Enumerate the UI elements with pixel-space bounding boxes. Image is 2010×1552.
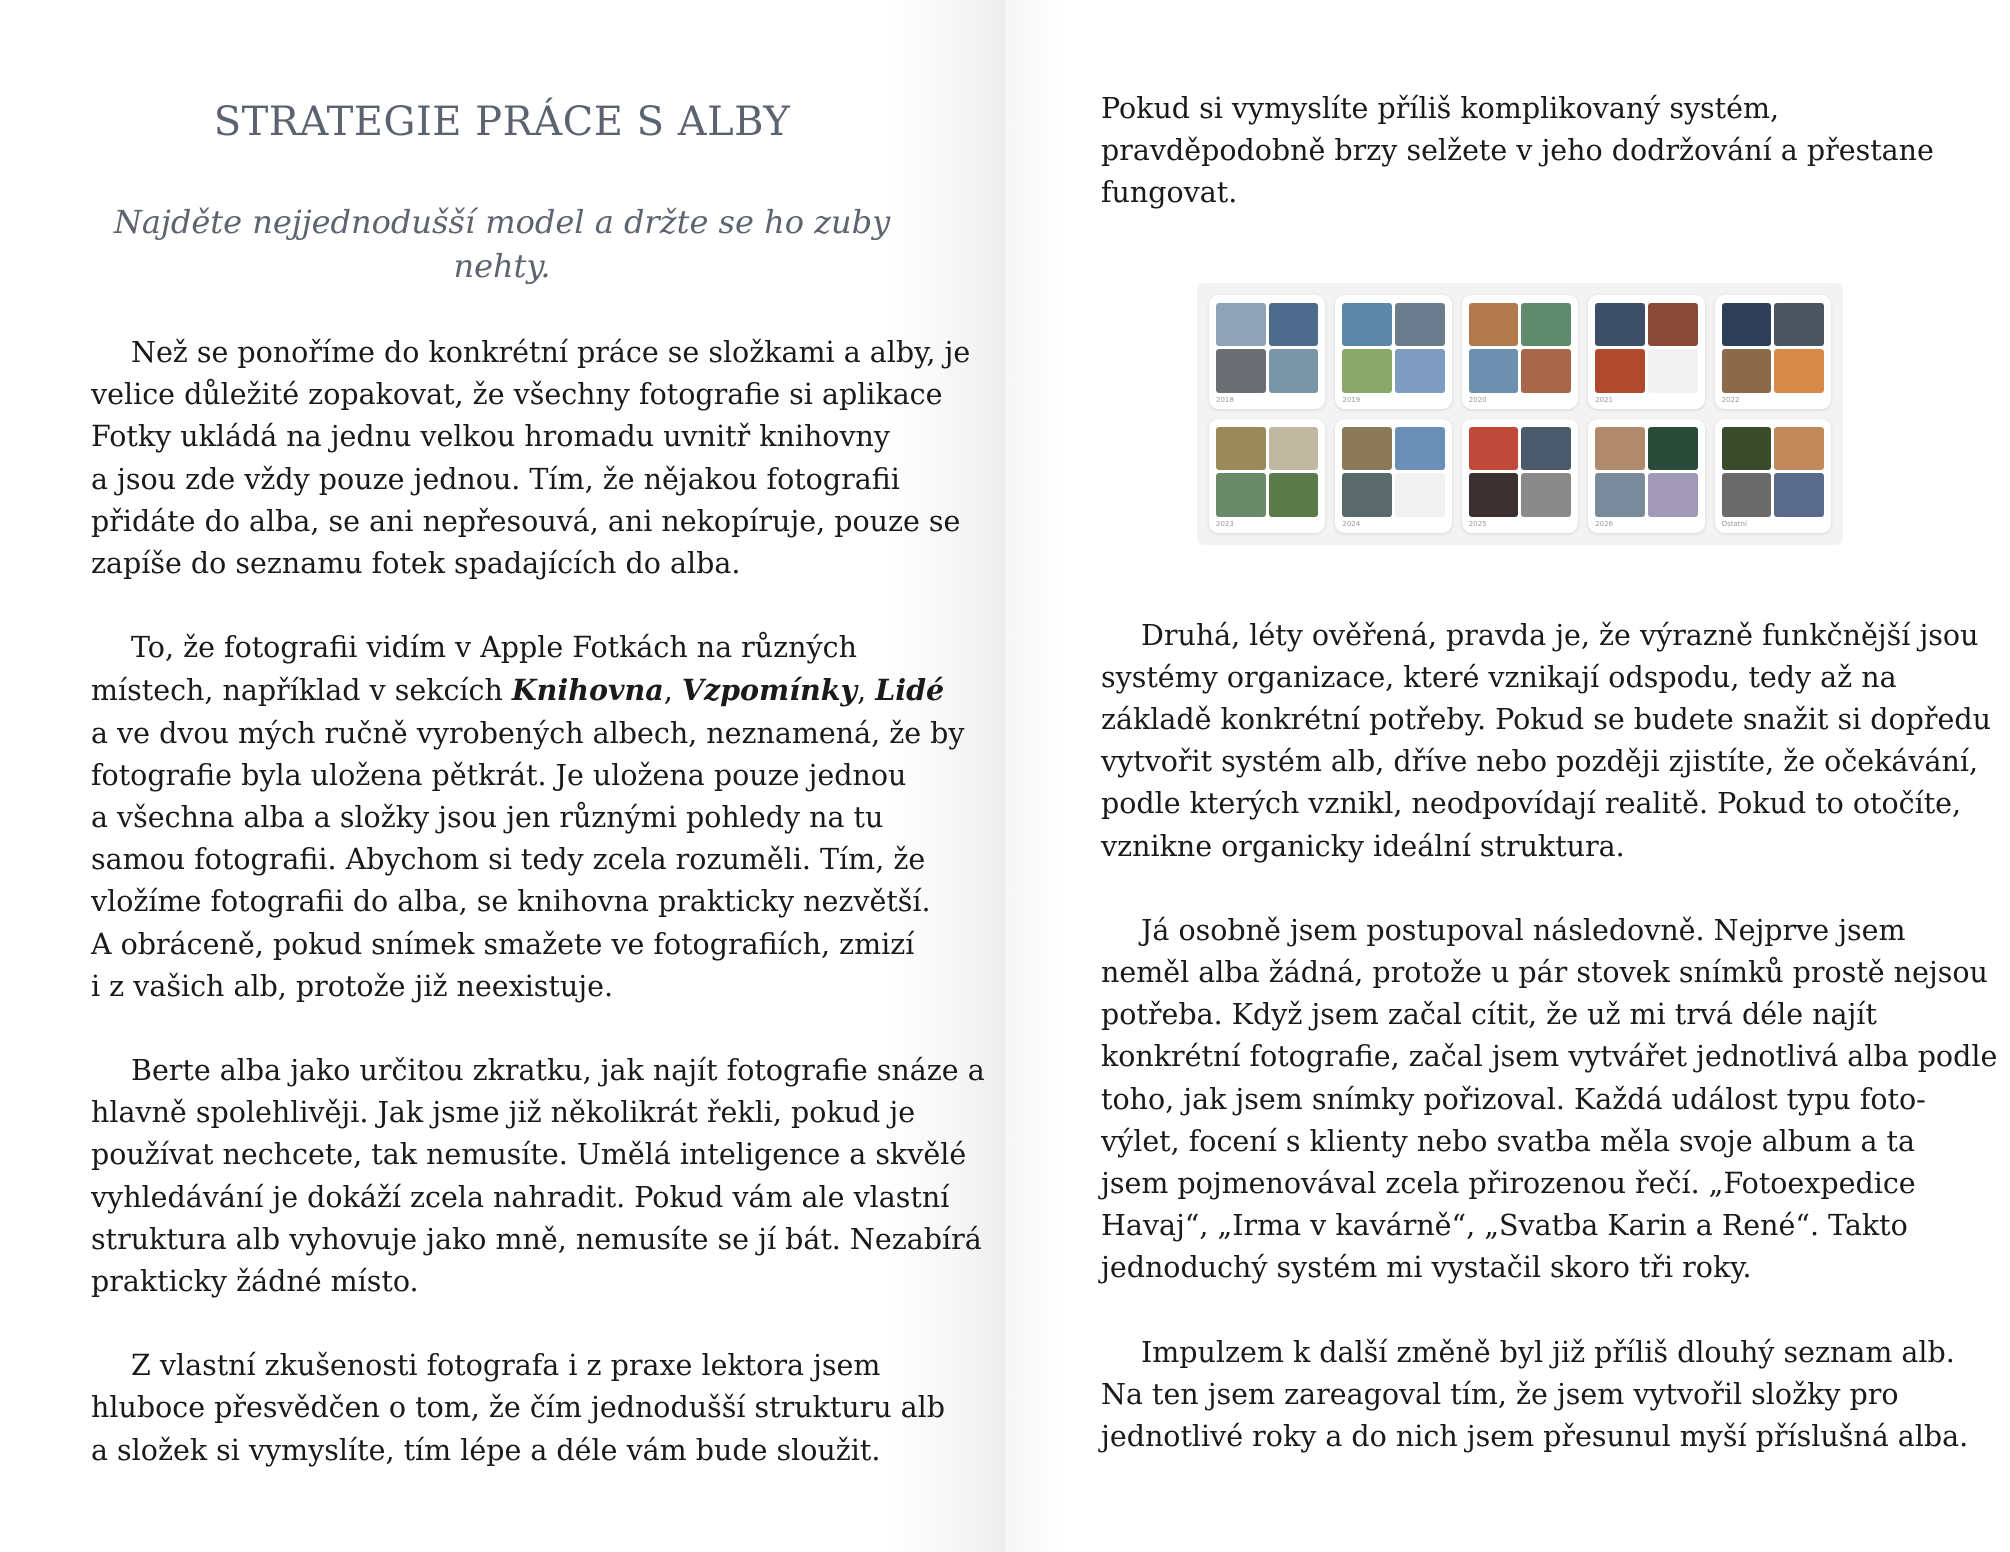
album-folder-thumbnail [1209, 419, 1325, 533]
folder-photo-grid [1595, 427, 1697, 517]
photo-thumbnail [1521, 473, 1571, 517]
text-fragment: místech, například v sekcích [91, 674, 512, 708]
text-line: systémy organizace, které vznikají odspodu, tedy až na [1101, 660, 1897, 694]
text-line: jsem pojmenovával zcela přirozenou řečí. „Fotoexpedice [1101, 1167, 1916, 1201]
folder-label: 2018 [1216, 395, 1234, 404]
photo-thumbnail [1648, 473, 1698, 517]
folder-label: 2019 [1342, 395, 1361, 404]
text-line [91, 669, 945, 712]
text-line: Na ten jsem zareagoval tím, že jsem vytvořil složky pro [1101, 1377, 1899, 1411]
photo-thumbnail [1722, 349, 1772, 393]
paragraph-7 [1101, 1332, 1969, 1459]
folder-photo-grid [1469, 427, 1571, 517]
photo-thumbnail [1395, 473, 1445, 517]
paragraph-5 [1101, 615, 1991, 868]
photo-thumbnail [1521, 427, 1571, 471]
photo-thumbnail [1342, 427, 1392, 471]
photo-thumbnail [1216, 303, 1266, 347]
paragraph-2 [91, 627, 965, 1008]
photo-thumbnail [1648, 303, 1698, 347]
photo-thumbnail [1395, 303, 1445, 347]
photo-thumbnail [1469, 473, 1519, 517]
chapter-title: STRATEGIE PRÁCE S ALBY [213, 99, 791, 145]
folder-label: 2020 [1468, 395, 1487, 404]
folder-photo-grid [1722, 427, 1824, 517]
album-folder-thumbnail [1462, 295, 1578, 409]
photo-thumbnail [1269, 473, 1319, 517]
photo-thumbnail [1722, 473, 1772, 517]
photo-thumbnail [1722, 427, 1772, 471]
album-folder-thumbnail [1588, 419, 1704, 533]
text-line: samou fotografii. Abychom si tedy zcela rozuměli. Tím, že [91, 843, 926, 877]
photo-thumbnail [1648, 427, 1698, 471]
text-fragment: , [663, 674, 682, 708]
text-line: jednotlivé roky a do nich jsem přesunul myší příslušná alba. [1101, 1420, 1969, 1454]
album-folder-thumbnail [1588, 295, 1704, 409]
text-line: Z vlastní zkušenosti fotografa i z praxe lektora jsem [131, 1349, 881, 1383]
folder-photo-grid [1722, 303, 1824, 393]
text-line: a složek si vymyslíte, tím lépe a déle vám bude sloužit. [91, 1433, 881, 1467]
paragraph-4 [91, 1345, 946, 1472]
text-line: fotografie byla uložena pětkrát. Je uložena pouze jednou [91, 758, 907, 792]
photo-thumbnail [1774, 473, 1824, 517]
photo-thumbnail [1469, 303, 1519, 347]
folder-label: 2022 [1721, 395, 1740, 404]
text-line: základě konkrétní potřeby. Pokud se budete snažit si dopředu [1101, 703, 1991, 737]
photo-thumbnail [1521, 303, 1571, 347]
album-folder-thumbnail [1462, 419, 1578, 533]
paragraph-1 [91, 332, 971, 585]
text-line: a jsou zde vždy pouze jednou. Tím, že nějakou fotografii [91, 462, 900, 496]
photo-thumbnail [1774, 427, 1824, 471]
text-line: vložíme fotografii do alba, se knihovna prakticky nezvětší. [91, 885, 931, 919]
text-line: jednoduchý systém mi vystačil skoro tři roky. [1101, 1251, 1752, 1285]
emphasis-knihovna: Knihovna [511, 673, 664, 708]
photo-thumbnail [1216, 427, 1266, 471]
photo-thumbnail [1595, 473, 1645, 517]
photo-thumbnail [1269, 427, 1319, 471]
folder-label: 2023 [1216, 519, 1234, 528]
text-line: vytvořit systém alb, dříve nebo později zjistíte, že očekávání, [1101, 745, 1979, 779]
paragraph-continued [1101, 88, 1940, 215]
paragraph-3 [91, 1050, 985, 1303]
photo-thumbnail [1774, 349, 1824, 393]
photo-thumbnail [1521, 349, 1571, 393]
photo-thumbnail [1342, 303, 1392, 347]
folder-photo-grid [1469, 303, 1571, 393]
photo-thumbnail [1595, 349, 1645, 393]
folder-label: Ostatní [1721, 519, 1747, 528]
photo-thumbnail [1469, 349, 1519, 393]
text-line: potřeba. Když jsem začal cítit, že už mi trvá déle najít [1101, 998, 1877, 1032]
folder-photo-grid [1216, 427, 1318, 517]
text-line: a všechna alba a složky jsou jen různými pohledy na tu [91, 801, 884, 835]
folder-label: 2021 [1595, 395, 1614, 404]
text-line: přidáte do alba, se ani nepřesouvá, ani nekopíruje, pouze se [91, 504, 961, 538]
photo-thumbnail [1216, 349, 1266, 393]
text-line: hlavně spolehlivěji. Jak jsme již několikrát řekli, pokud je [91, 1096, 916, 1130]
chapter-subtitle: Najděte nejjednodušší model a držte se ho zuby nehty. [113, 203, 891, 285]
photo-thumbnail [1774, 303, 1824, 347]
photo-thumbnail [1722, 303, 1772, 347]
emphasis-lide: Lidé [875, 673, 945, 708]
text-line: používat nechcete, tak nemusíte. Umělá inteligence a skvělé [91, 1138, 967, 1172]
text-line: Fotky ukládá na jednu velkou hromadu uvnitř knihovny [91, 420, 891, 454]
album-folder-thumbnail [1209, 295, 1325, 409]
folder-photo-grid [1216, 303, 1318, 393]
text-line: Já osobně jsem postupoval následovně. Nejprve jsem [1141, 913, 1906, 947]
text-line: toho, jak jsem snímky pořizoval. Každá událost typu foto- [1101, 1082, 1926, 1116]
text-line: podle kterých vznikl, neodpovídají realitě. Pokud to otočíte, [1101, 787, 1962, 821]
text-line: výlet, focení s klienty nebo svatba měla svoje album a ta [1101, 1124, 1915, 1158]
text-line: struktura alb vyhovuje jako mně, nemusíte se jí bát. Nezabírá [91, 1222, 982, 1256]
folder-photo-grid [1595, 303, 1697, 393]
folder-label: 2024 [1342, 519, 1361, 528]
text-line: konkrétní fotografie, začal jsem vytvářet jednotlivá alba podle [1101, 1040, 1998, 1074]
text-line: A obráceně, pokud snímek smažete ve fotografiích, zmizí [91, 927, 915, 961]
photo-thumbnail [1595, 427, 1645, 471]
text-line: zapíše do seznamu fotek spadajících do alba. [91, 547, 741, 581]
photo-thumbnail [1395, 427, 1445, 471]
paragraph-6 [1101, 910, 1998, 1290]
photo-thumbnail [1269, 349, 1319, 393]
album-folder-thumbnail [1335, 419, 1451, 533]
text-line: Berte alba jako určitou zkratku, jak najít fotografie snáze a [131, 1054, 985, 1088]
text-fragment: , [857, 674, 876, 708]
albums-by-year-figure [1197, 283, 1843, 545]
text-line: Havaj“, „Irma v kavárně“, „Svatba Karin a René“. Takto [1101, 1209, 1908, 1243]
text-line: vyhledávání je dokáží zcela nahradit. Pokud vám ale vlastní [91, 1180, 950, 1214]
text-line: prakticky žádné místo. [91, 1265, 419, 1299]
text-line: pravděpodobně brzy selžete v jeho dodržování a přestane [1101, 134, 1934, 168]
text-line: Než se ponoříme do konkrétní práce se složkami a alby, je [131, 336, 971, 369]
photo-thumbnail [1216, 473, 1266, 517]
folder-photo-grid [1342, 303, 1444, 393]
emphasis-vzpominky: Vzpomínky [681, 673, 858, 708]
photo-thumbnail [1395, 349, 1445, 393]
text-line: velice důležité zopakovat, že všechny fotografie si aplikace [91, 378, 943, 412]
text-line: neměl alba žádná, protože u pár stovek snímků prostě nejsou [1101, 956, 1988, 990]
album-folder-thumbnail [1715, 419, 1831, 533]
photo-thumbnail [1648, 349, 1698, 393]
photo-thumbnail [1595, 303, 1645, 347]
text-line: a ve dvou mých ručně vyrobených albech, neznamená, že by [91, 716, 965, 750]
text-line: To, že fotografii vidím v Apple Fotkách na různých [131, 631, 857, 665]
right-page [1005, 0, 2010, 1552]
text-line: Pokud si vymyslíte příliš komplikovaný systém, [1101, 92, 1780, 125]
text-line: i z vašich alb, protože již neexistuje. [91, 969, 614, 1003]
text-line: vznikne organicky ideální struktura. [1101, 829, 1625, 863]
text-line: Druhá, léty ověřená, pravda je, že výrazně funkčnější jsou [1141, 618, 1979, 652]
folder-photo-grid [1342, 427, 1444, 517]
photo-thumbnail [1342, 349, 1392, 393]
photo-thumbnail [1269, 303, 1319, 347]
photo-thumbnail [1469, 427, 1519, 471]
photo-thumbnail [1342, 473, 1392, 517]
text-line: fungovat. [1101, 176, 1238, 210]
album-folder-thumbnail [1715, 295, 1831, 409]
folder-label: 2025 [1468, 519, 1487, 528]
folder-label: 2026 [1595, 519, 1614, 528]
text-line: hluboce přesvědčen o tom, že čím jednodušší strukturu alb [91, 1391, 946, 1425]
text-line: Impulzem k další změně byl již příliš dlouhý seznam alb. [1141, 1335, 1955, 1369]
album-folder-thumbnail [1335, 295, 1451, 409]
